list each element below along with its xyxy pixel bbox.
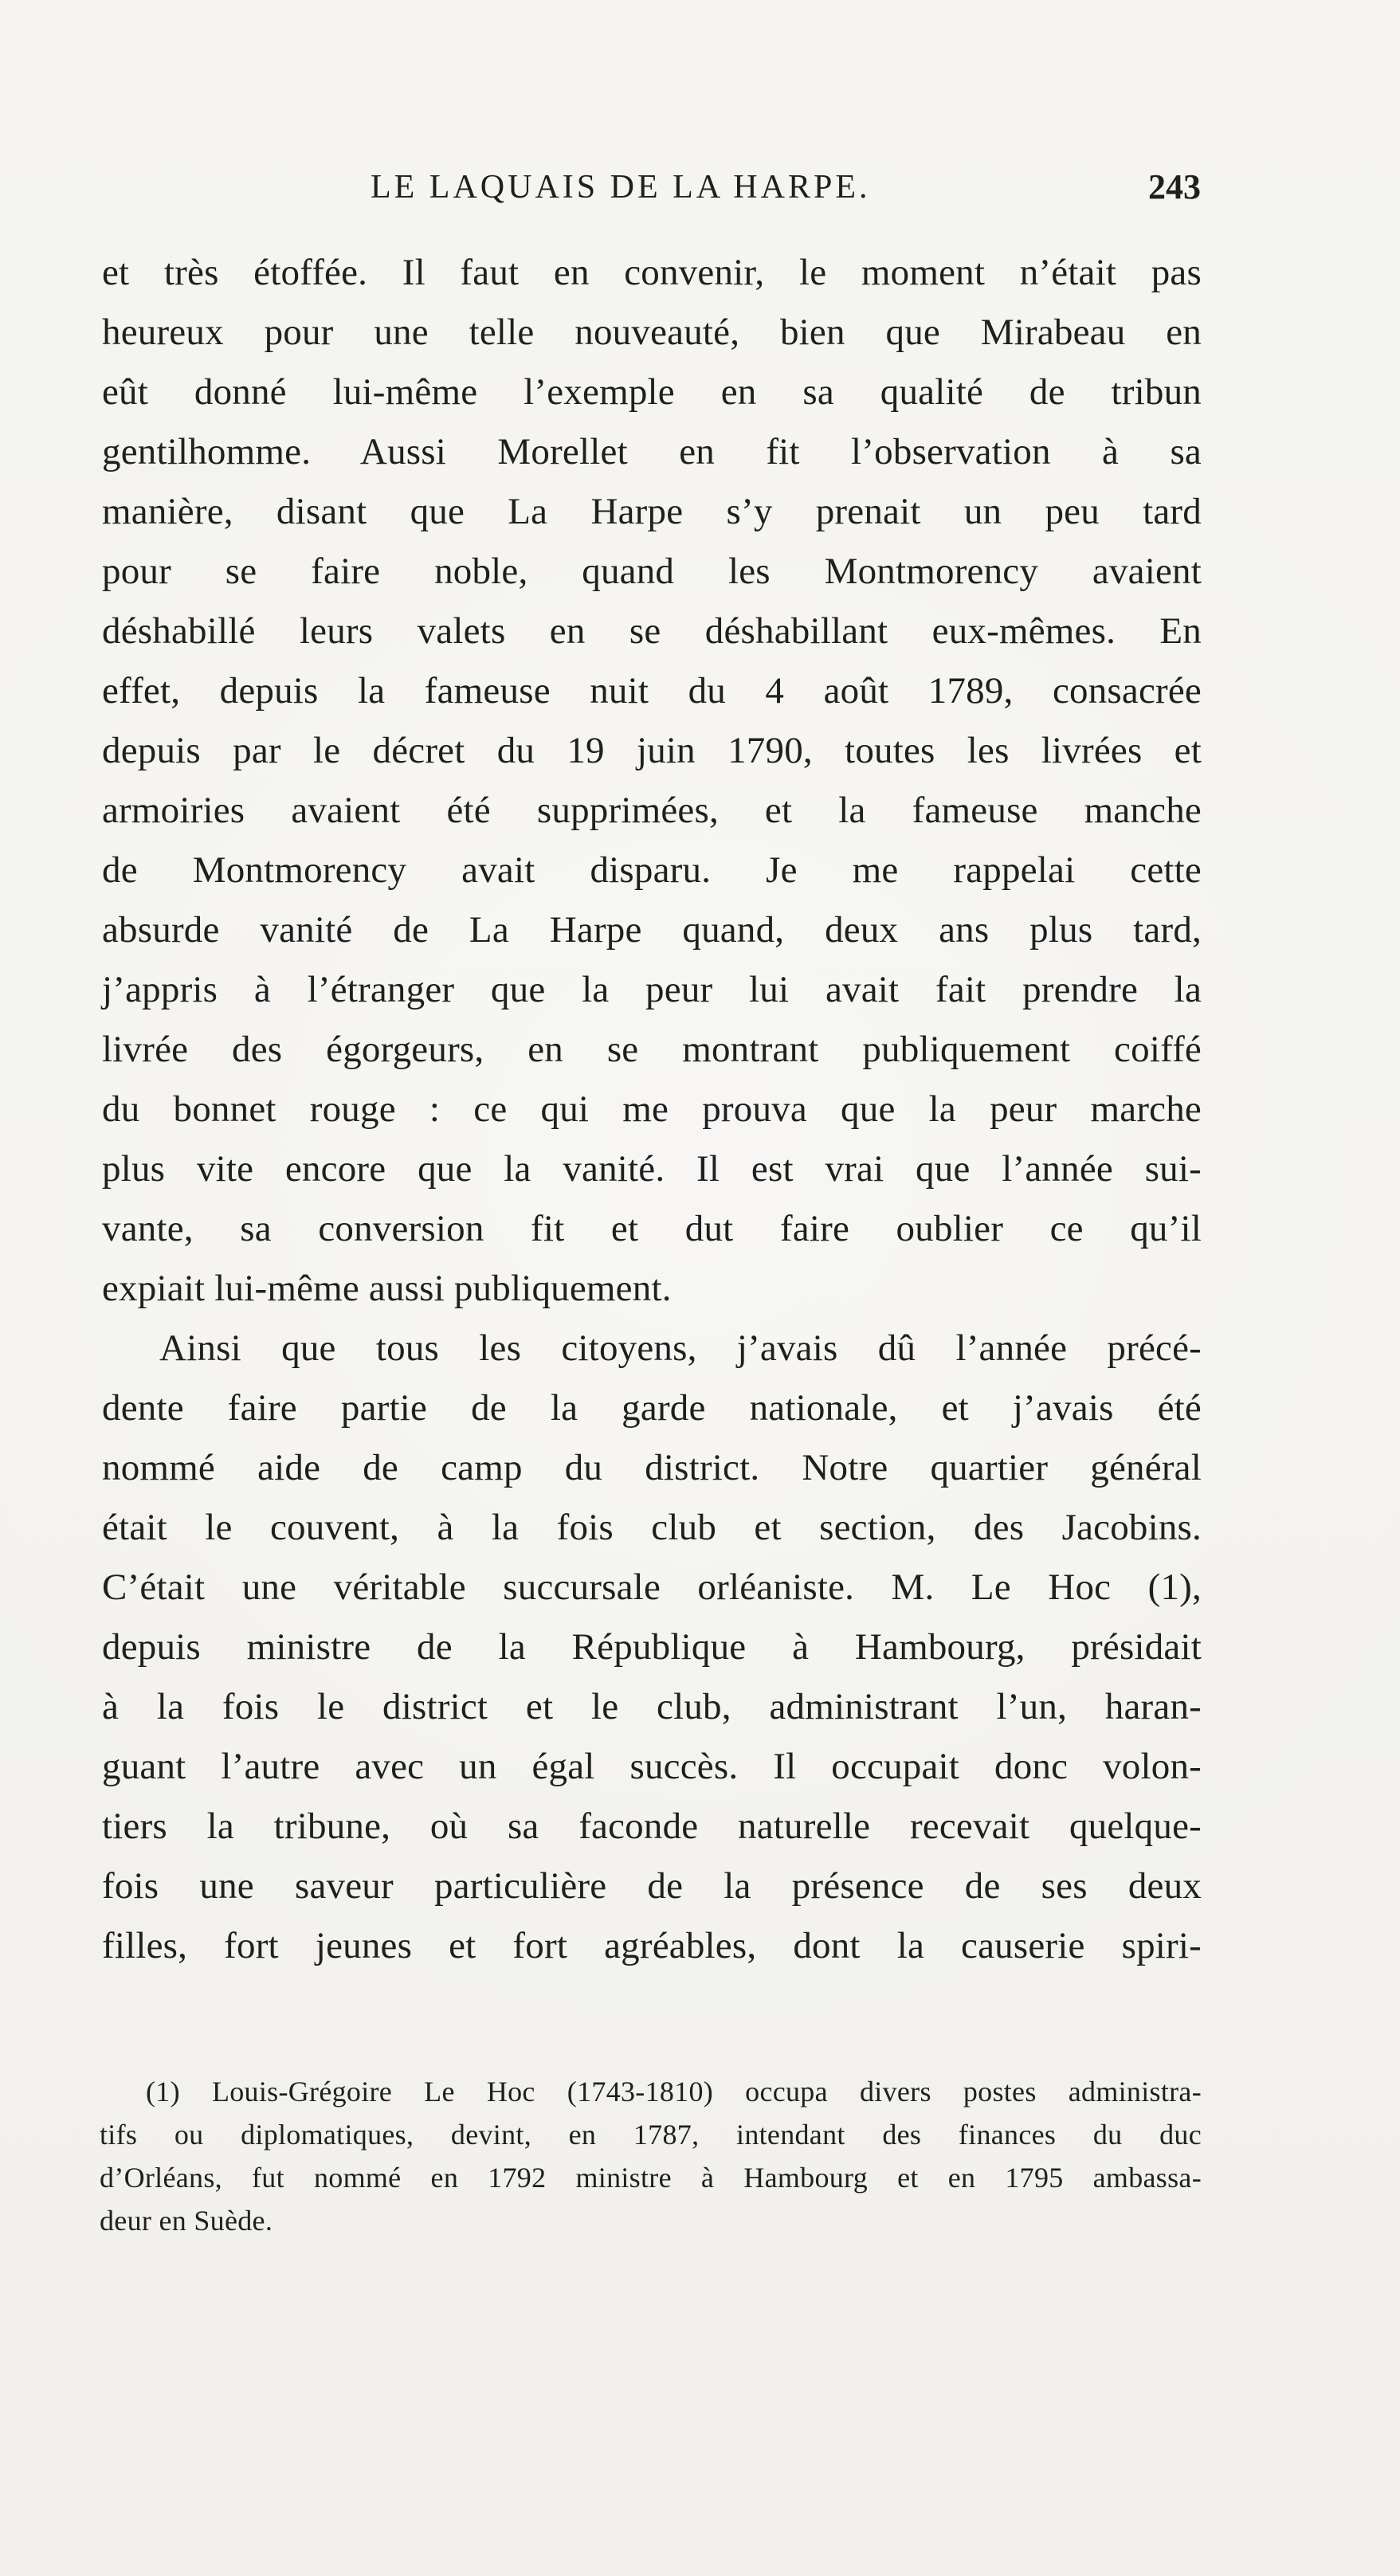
- footnote-line: d’Orléans, fut nommé en 1792 ministre à Hambourg et en 1795 ambassa-: [100, 2162, 1202, 2194]
- body-line: et très étoffée. Il faut en convenir, le moment n’était pas: [102, 252, 1202, 293]
- body-line: tiers la tribune, où sa faconde naturelle recevait quelque-: [102, 1806, 1202, 1847]
- body-line: guant l’autre avec un égal succès. Il occupait donc volon-: [102, 1746, 1202, 1787]
- body-line: C’était une véritable succursale orléaniste. M. Le Hoc (1),: [102, 1566, 1202, 1608]
- body-line: depuis par le décret du 19 juin 1790, toutes les livrées et: [102, 730, 1202, 771]
- running-head: [100, 163, 1201, 211]
- body-line: expiait lui-même aussi publiquement.: [102, 1268, 672, 1309]
- body-line: heureux pour une telle nouveauté, bien que Mirabeau en: [102, 312, 1202, 353]
- body-line: vante, sa conversion fit et dut faire oublier ce qu’il: [102, 1208, 1202, 1249]
- body-line: eût donné lui-même l’exemple en sa qualité de tribun: [102, 371, 1202, 413]
- body-line: pour se faire noble, quand les Montmorency avaient: [102, 551, 1202, 592]
- footnote-line: tifs ou diplomatiques, devint, en 1787, intendant des finances du duc: [100, 2119, 1202, 2151]
- body-line: livrée des égorgeurs, en se montrant publiquement coiffé: [102, 1029, 1202, 1070]
- body-line: de Montmorency avait disparu. Je me rappelai cette: [102, 849, 1202, 891]
- body-line: était le couvent, à la fois club et section, des Jacobins.: [102, 1507, 1202, 1548]
- body-line: fois une saveur particulière de la présence de ses deux: [102, 1865, 1202, 1907]
- body-line: effet, depuis la fameuse nuit du 4 août 1789, consacrée: [102, 670, 1202, 712]
- footnote-line: (1) Louis-Grégoire Le Hoc (1743-1810) occupa divers postes administra-: [146, 2076, 1202, 2107]
- body-line: absurde vanité de La Harpe quand, deux ans plus tard,: [102, 909, 1202, 951]
- body-line: à la fois le district et le club, administrant l’un, haran-: [102, 1686, 1202, 1727]
- body-line: dente faire partie de la garde nationale, et j’avais été: [102, 1387, 1202, 1429]
- body-line: plus vite encore que la vanité. Il est vrai que l’année sui-: [102, 1148, 1202, 1190]
- body-line: Ainsi que tous les citoyens, j’avais dû l’année précé-: [159, 1327, 1202, 1369]
- body-line: manière, disant que La Harpe s’y prenait un peu tard: [102, 491, 1202, 532]
- body-line: armoiries avaient été supprimées, et la fameuse manche: [102, 790, 1202, 831]
- body-line: filles, fort jeunes et fort agréables, dont la causerie spiri-: [102, 1925, 1202, 1966]
- body-line: j’appris à l’étranger que la peur lui avait fait prendre la: [102, 969, 1202, 1010]
- body-line: déshabillé leurs valets en se déshabillant eux-mêmes. En: [102, 610, 1202, 652]
- running-title: LE LAQUAIS DE LA HARPE.: [371, 169, 871, 206]
- main-text: [102, 243, 1202, 1976]
- footnote-line: deur en Suède.: [100, 2205, 273, 2237]
- body-line: depuis ministre de la République à Hambourg, présidait: [102, 1626, 1202, 1668]
- footnote: [100, 2070, 1202, 2242]
- body-line: gentilhomme. Aussi Morellet en fit l’observation à sa: [102, 431, 1202, 472]
- body-line: nommé aide de camp du district. Notre quartier général: [102, 1447, 1202, 1488]
- body-line: du bonnet rouge : ce qui me prouva que la peur marche: [102, 1088, 1202, 1130]
- page-number: 243: [1148, 167, 1201, 206]
